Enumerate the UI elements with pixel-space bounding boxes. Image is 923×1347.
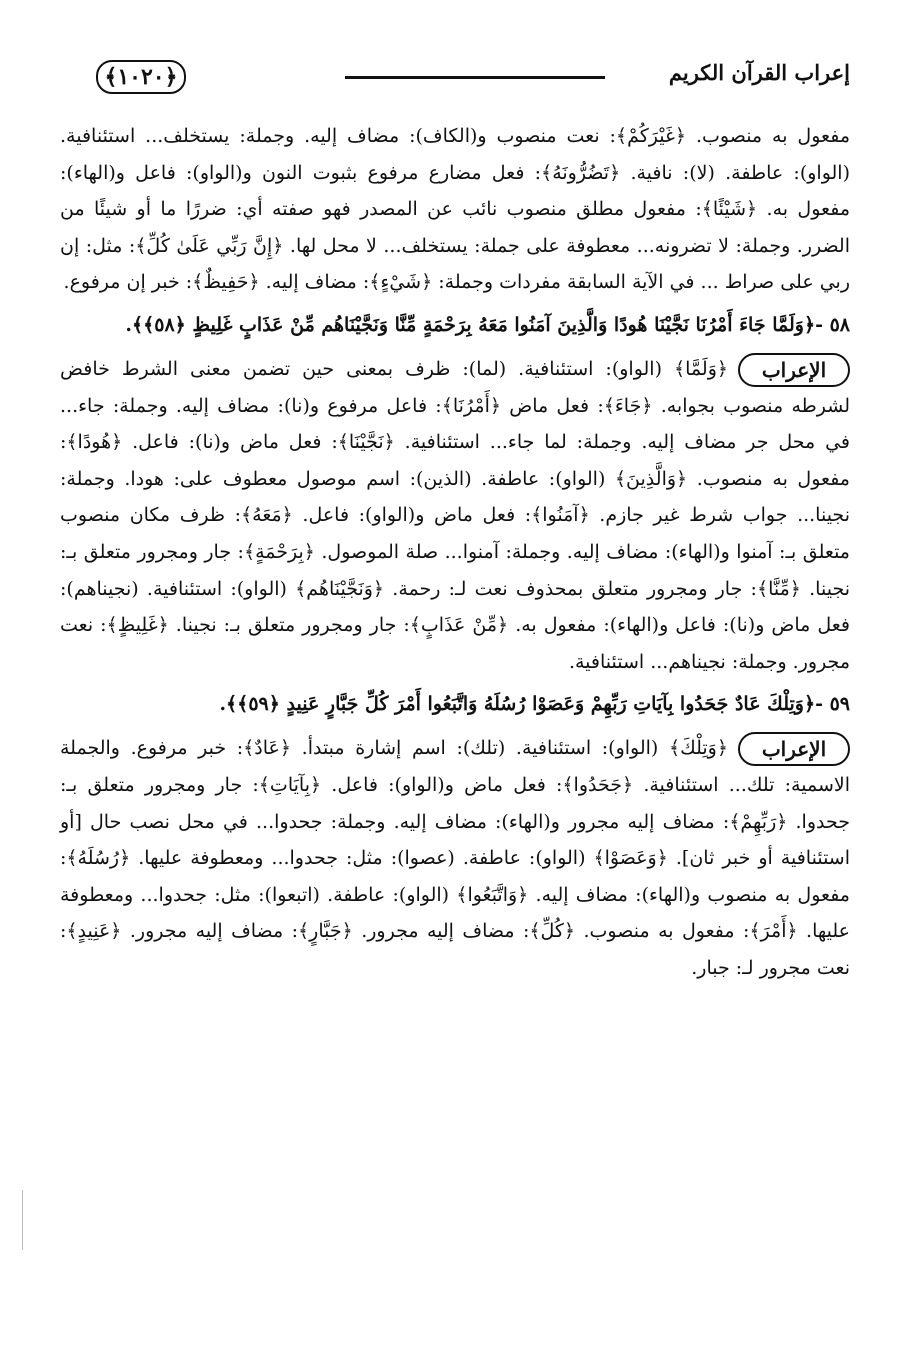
header-rule (345, 76, 605, 79)
book-title: إعراب القرآن الكريم (668, 60, 850, 85)
irab-badge: الإعراب (738, 732, 850, 766)
irab-badge: الإعراب (738, 353, 850, 387)
intro-paragraph: مفعول به منصوب. ﴿غَيْرَكُمْ﴾: نعت منصوب و(الكاف): مضاف إليه. وجملة: يستخلف... استئنافية. (الواو): عاطفة. (لا): نافية. ﴿تَضُرُّونَهُ﴾: فعل مضارع مرفوع بثبوت النون و(الواو): فاعل و(الهاء): مفعول به. ﴿شَيْئًا﴾: مفعول مطلق منصوب نائب عن المصدر فهو صفته أي: ضررًا ما أو شيئًا من الضرر. وجملة: لا تضرونه... معطوفة على جملة: يستخلف... لا محل لها. ﴿إِنَّ رَبِّي عَلَىٰ كُلِّ﴾: مثل: إن ربي على صراط ... في الآية السابقة مفردات وجملة: ﴿شَيْءٍ﴾: مضاف إليه. ﴿حَفِيظٌ﴾: خبر إن مرفوع. (60, 125, 850, 294)
irab-58-text: ﴿وَلَمَّا﴾ (الواو): استئنافية. (لما): ظرف بمعنى حين تضمن معنى الشرط خافض لشرطه منصوب بجوابه. ﴿جَاءَ﴾: فعل ماض ﴿أَمْرُنَا﴾: فاعل مرفوع و(نا): مضاف إليه. وجملة: جاء... في محل جر مضاف إليه. وجملة: لما جاء... استئنافية. ﴿نَجَّيْنَا﴾: فعل ماض و(نا): فاعل. ﴿هُودًا﴾: مفعول به منصوب. ﴿وَالَّذِينَ﴾ (الواو): عاطفة. (الذين): اسم موصول معطوف على: هودا. وجملة: نجينا... جواب شرط غير جازم. ﴿آمَنُوا﴾: فعل ماض و(الواو): فاعل. ﴿مَعَهُ﴾: ظرف مكان منصوب متعلق بـ: آمنوا و(الهاء): مضاف إليه. وجملة: آمنوا... صلة الموصول. ﴿بِرَحْمَةٍ﴾: جار ومجرور متعلق بـ: نجينا. ﴿مِّنَّا﴾: جار ومجرور متعلق بمحذوف نعت لـ: رحمة. ﴿وَنَجَّيْنَاهُم﴾ (الواو): استئنافية. (نجيناهم): فعل ماض و(نا): فاعل و(الهاء): مفعول به. ﴿مِّنْ عَذَابٍ﴾: جار ومجرور متعلق بـ: نجينا. ﴿غَلِيظٍ﴾: نعت مجرور. وجملة: نجيناهم... استئنافية. (60, 357, 850, 673)
page-number: ﴿١٠٢٠﴾ (96, 60, 186, 94)
margin-mark (22, 1190, 23, 1250)
irab-58-section (60, 351, 850, 680)
page-header (60, 56, 850, 100)
irab-59-section (60, 730, 850, 986)
verse-58: ٥٨ -﴿وَلَمَّا جَاءَ أَمْرُنَا نَجَّيْنَا هُودًا وَالَّذِينَ آمَنُوا مَعَهُ بِرَحْمَةٍ مِّنَّا وَنَجَّيْنَاهُم مِّنْ عَذَابٍ غَلِيظٍ ﴿٥٨﴾﴾. (125, 313, 850, 336)
verse-59: ٥٩ -﴿وَتِلْكَ عَادٌ جَحَدُوا بِآيَاتِ رَبِّهِمْ وَعَصَوْا رُسُلَهُ وَاتَّبَعُوا أَمْرَ كُلِّ جَبَّارٍ عَنِيدٍ ﴿٥٩﴾﴾. (219, 693, 850, 716)
irab-59-text: ﴿وَتِلْكَ﴾ (الواو): استئنافية. (تلك): اسم إشارة مبتدأ. ﴿عَادٌ﴾: خبر مرفوع. والجملة الاسمية: تلك... استئنافية. ﴿جَحَدُوا﴾: فعل ماض و(الواو): فاعل. ﴿بِآيَاتِ﴾: جار ومجرور متعلق بـ: جحدوا. ﴿رَبِّهِمْ﴾: مضاف إليه مجرور و(الهاء): مضاف إليه. وجملة: جحدوا... في محل نصب حال [أو استئنافية أو خبر ثان]. ﴿وَعَصَوْا﴾ (الواو): عاطفة. (عصوا): مثل: جحدوا... ومعطوفة عليها. ﴿رُسُلَهُ﴾: مفعول به منصوب و(الهاء): مضاف إليه. ﴿وَاتَّبَعُوا﴾ (الواو): عاطفة. (اتبعوا): مثل: جحدوا... ومعطوفة عليها. ﴿أَمْرَ﴾: مفعول به منصوب. ﴿كُلِّ﴾: مضاف إليه مجرور. ﴿جَبَّارٍ﴾: مضاف إليه مجرور. ﴿عَنِيدٍ﴾: نعت مجرور لـ: جبار. (60, 737, 850, 979)
page-body (60, 118, 850, 992)
